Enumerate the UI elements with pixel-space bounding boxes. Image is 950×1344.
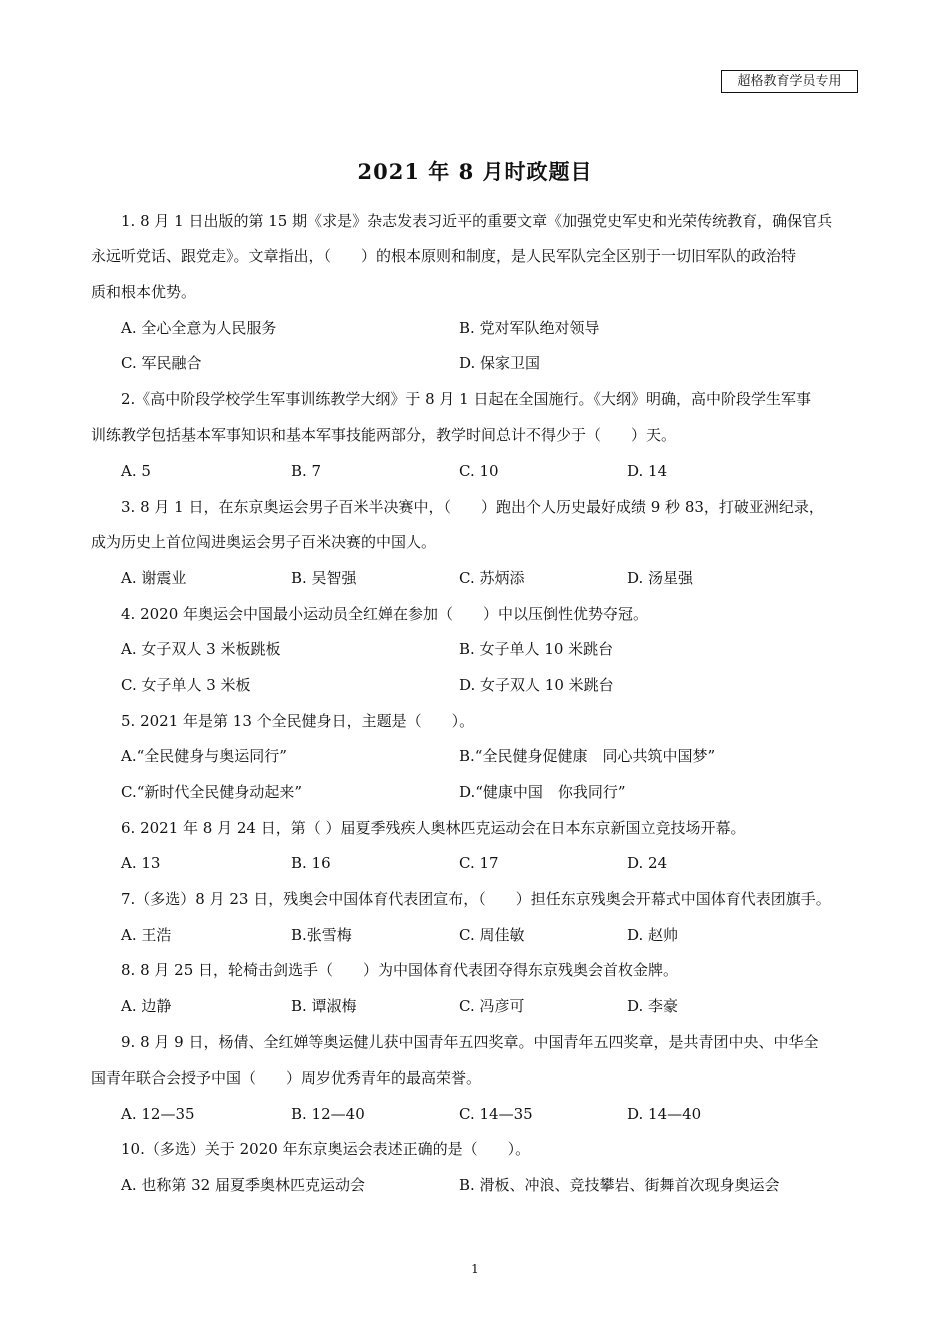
question-5-line-1: 5. 2021 年是第 13 个全民健身日，主题是（ ）。 — [121, 712, 475, 730]
question-6-option-c: C. 17 — [459, 854, 499, 872]
question-7-option-a: A. 王浩 — [121, 926, 172, 944]
question-2-option-b: B. 7 — [291, 462, 322, 480]
question-2-line-1: 2.《高中阶段学校学生军事训练教学大纲》于 8 月 1 日起在全国施行。《大纲》明确，高中阶段学生军事 — [121, 390, 811, 408]
page-number: 1 — [471, 1262, 479, 1276]
question-5-option-c: C.“新时代全民健身动起来” — [121, 783, 303, 801]
question-6-option-b: B. 16 — [291, 854, 331, 872]
question-2-option-d: D. 14 — [627, 462, 668, 480]
question-5-option-d: D.“健康中国 你我同行” — [459, 783, 626, 801]
question-9-line-1: 9. 8 月 9 日，杨倩、全红婵等奥运健儿获中国青年五四奖章。中国青年五四奖章，是共青团中央、中华全 — [121, 1033, 819, 1051]
question-1-line-2: 永远听党话、跟党走》。文章指出，（ ）的根本原则和制度，是人民军队完全区别于一切旧军队的政治特 — [91, 247, 797, 265]
question-3-line-1: 3. 8 月 1 日，在东京奥运会男子百米半决赛中，（ ）跑出个人历史最好成绩 9 秒 83，打破亚洲纪录， — [121, 498, 824, 516]
question-1-option-b: B. 党对军队绝对领导 — [459, 319, 600, 337]
question-5-option-a: A.“全民健身与奥运同行” — [121, 747, 287, 765]
question-1-line-3: 质和根本优势。 — [91, 283, 197, 301]
question-9-option-b: B. 12—40 — [291, 1105, 365, 1123]
question-6-option-a: A. 13 — [121, 854, 161, 872]
question-2-line-2: 训练教学包括基本军事知识和基本军事技能两部分，教学时间总计不得少于（ ）天。 — [91, 426, 677, 444]
question-3-option-b: B. 吴智强 — [291, 569, 357, 587]
question-4-option-c: C. 女子单人 3 米板 — [121, 676, 251, 694]
question-10-line-1: 10.（多选）关于 2020 年东京奥运会表述正确的是（ ）。 — [121, 1140, 531, 1158]
question-4-line-1: 4. 2020 年奥运会中国最小运动员全红婵在参加（ ）中以压倒性优势夺冠。 — [121, 605, 649, 623]
question-9-option-d: D. 14—40 — [627, 1105, 702, 1123]
question-9-option-c: C. 14—35 — [459, 1105, 533, 1123]
question-7-option-d: D. 赵帅 — [627, 926, 679, 944]
question-3-line-2: 成为历史上首位闯进奥运会男子百米决赛的中国人。 — [91, 533, 437, 551]
question-2-option-a: A. 5 — [121, 462, 151, 480]
question-3-option-d: D. 汤星强 — [627, 569, 694, 587]
question-8-option-b: B. 谭淑梅 — [291, 997, 357, 1015]
question-5-option-b: B.“全民健身促健康 同心共筑中国梦” — [459, 747, 716, 765]
question-1-option-c: C. 军民融合 — [121, 354, 202, 372]
question-8-option-c: C. 冯彦可 — [459, 997, 525, 1015]
question-9-line-2: 国青年联合会授予中国（ ）周岁优秀青年的最高荣誉。 — [91, 1069, 482, 1087]
question-8-option-d: D. 李豪 — [627, 997, 679, 1015]
question-8-line-1: 8. 8 月 25 日，轮椅击剑选手（ ）为中国体育代表团夺得东京残奥会首枚金牌。 — [121, 961, 679, 979]
question-7-option-c: C. 周佳敏 — [459, 926, 525, 944]
question-4-option-a: A. 女子双人 3 米板跳板 — [121, 640, 281, 658]
question-10-option-b: B. 滑板、冲浪、竞技攀岩、街舞首次现身奥运会 — [459, 1176, 780, 1194]
question-8-option-a: A. 边静 — [121, 997, 172, 1015]
question-10-option-a: A. 也称第 32 届夏季奥林匹克运动会 — [121, 1176, 365, 1194]
question-4-option-d: D. 女子双人 10 米跳台 — [459, 676, 614, 694]
page-title: 2021 年 8 月时政题目 — [357, 159, 593, 184]
question-6-line-1: 6. 2021 年 8 月 24 日，第（ ）届夏季残疾人奥林匹克运动会在日本东京新国立竞技场开幕。 — [121, 819, 746, 837]
question-4-option-b: B. 女子单人 10 米跳台 — [459, 640, 614, 658]
question-1-option-d: D. 保家卫国 — [459, 354, 541, 372]
question-1-line-1: 1. 8 月 1 日出版的第 15 期《求是》杂志发表习近平的重要文章《加强党史军史和光荣传统教育，确保官兵 — [121, 212, 833, 230]
question-3-option-c: C. 苏炳添 — [459, 569, 525, 587]
question-6-option-d: D. 24 — [627, 854, 668, 872]
question-7-line-1: 7.（多选）8 月 23 日，残奥会中国体育代表团宣布，（ ）担任东京残奥会开幕式中国体育代表团旗手。 — [121, 890, 831, 908]
student-only-stamp: 超格教育学员专用 — [721, 70, 858, 93]
question-3-option-a: A. 谢震业 — [121, 569, 187, 587]
question-9-option-a: A. 12—35 — [121, 1105, 195, 1123]
question-2-option-c: C. 10 — [459, 462, 499, 480]
question-7-option-b: B.张雪梅 — [291, 926, 352, 944]
question-1-option-a: A. 全心全意为人民服务 — [121, 319, 277, 337]
